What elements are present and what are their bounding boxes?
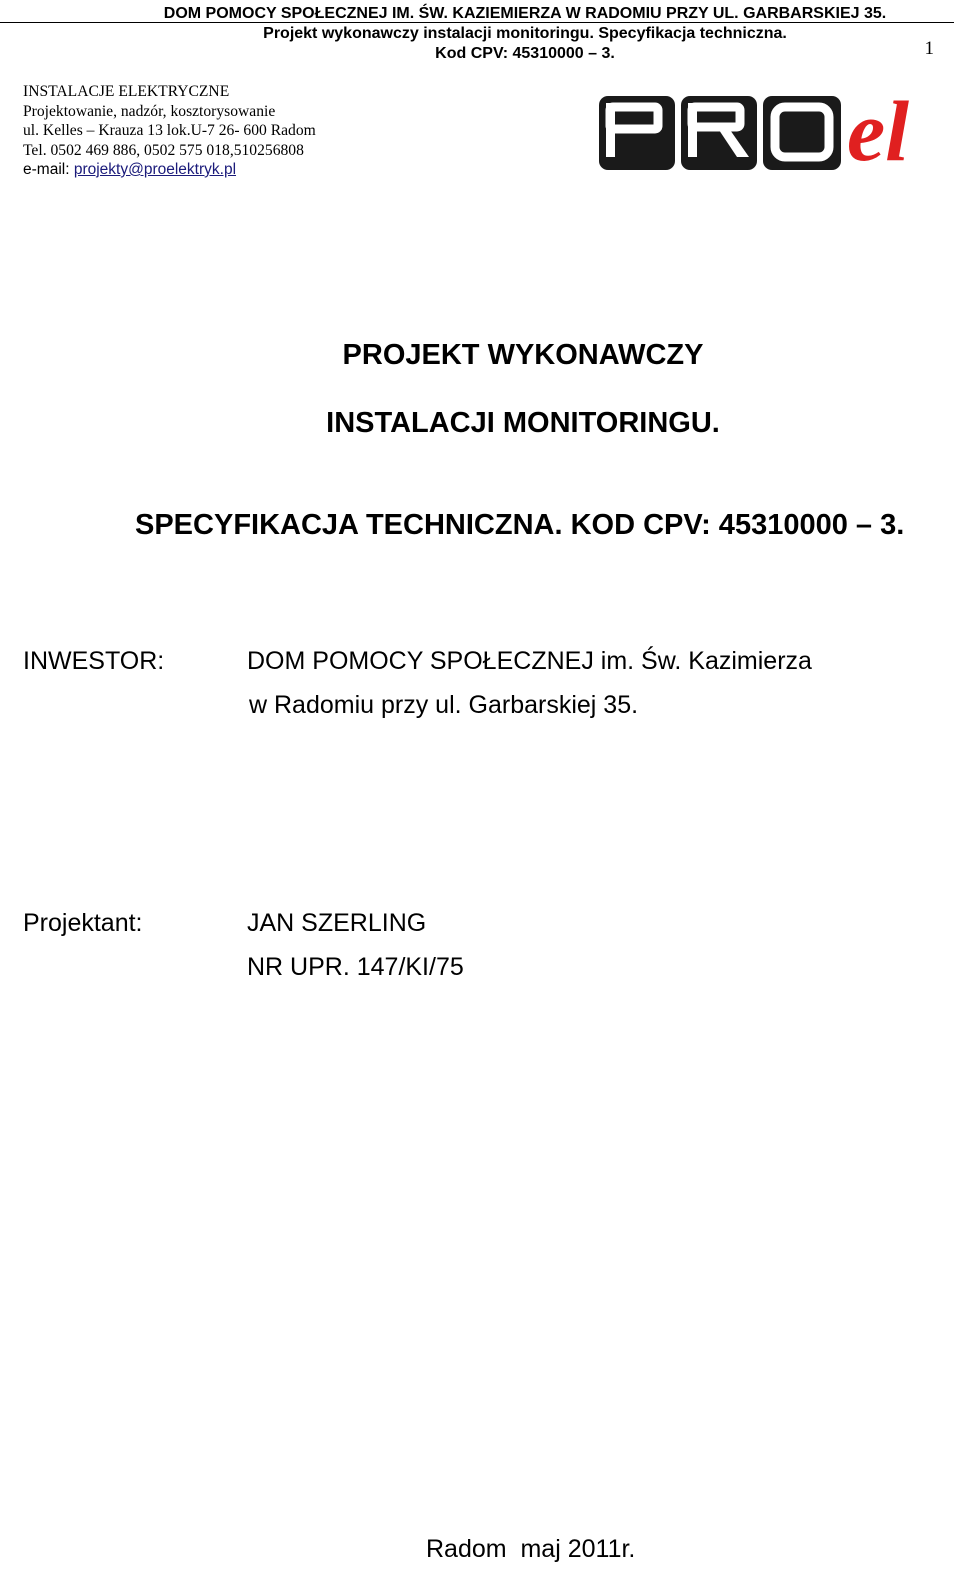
company-address: ul. Kelles – Krauza 13 lok.U-7 26- 600 Radom <box>23 122 316 139</box>
header-institution: DOM POMOCY SPOŁECZNEJ IM. ŚW. KAZIEMIERZA W RADOMIU PRZY UL. GARBARSKIEJ 35. <box>163 5 887 22</box>
company-phone: Tel. 0502 469 886, 0502 575 018,510256808 <box>23 141 304 159</box>
company-services: Projektowanie, nadzór, kosztorysowanie <box>23 102 276 120</box>
company-info <box>23 82 383 180</box>
title-line-3: SPECYFIKACJA TECHNICZNA. KOD CPV: 45310000 – 3. <box>135 509 905 541</box>
title-line-2: INSTALACJI MONITORINGU. <box>326 407 720 439</box>
designer-label: Projektant: <box>23 909 143 937</box>
company-name: INSTALACJE ELEKTRYCZNE <box>23 83 230 100</box>
running-header <box>0 0 960 66</box>
designer-licence: NR UPR. 147/KI/75 <box>247 953 464 981</box>
company-email-row <box>23 160 383 180</box>
header-project: Projekt wykonawczy instalacji monitoringu. Specyfikacja techniczna. <box>263 25 787 42</box>
page-number: 1 <box>924 38 934 59</box>
place-date: Radom maj 2011r. <box>426 1535 636 1563</box>
email-link[interactable]: projekty@proelektryk.pl <box>73 161 237 178</box>
title-line-1: PROJEKT WYKONAWCZY <box>342 339 704 371</box>
header-rule <box>0 22 954 23</box>
investor-address: w Radomiu przy ul. Garbarskiej 35. <box>249 691 639 719</box>
logo-script: el <box>847 83 910 174</box>
investor-label: INWESTOR: <box>23 647 165 675</box>
email-label: e-mail: <box>23 161 74 178</box>
header-cpv: Kod CPV: 45310000 – 3. <box>435 45 615 62</box>
designer-name: JAN SZERLING <box>247 909 427 937</box>
investor-name: DOM POMOCY SPOŁECZNEJ im. Św. Kazimierza <box>247 647 812 675</box>
proel-logo <box>597 78 943 174</box>
